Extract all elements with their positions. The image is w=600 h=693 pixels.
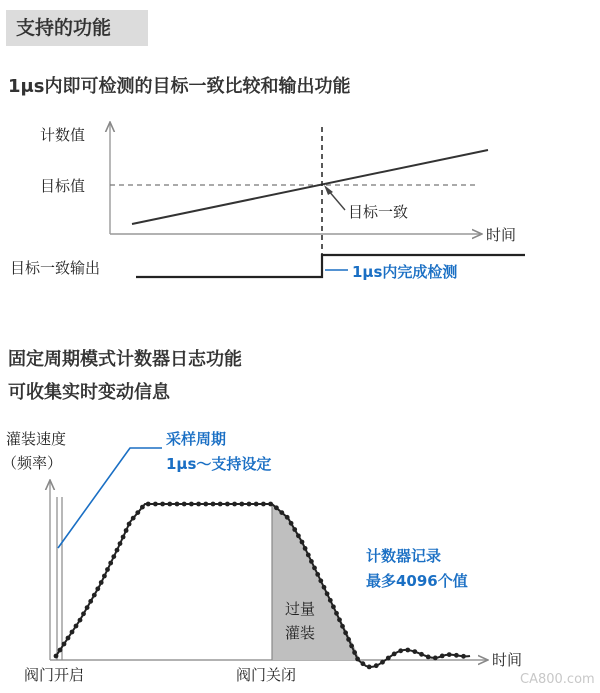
sample-dot	[92, 593, 97, 598]
sample-dot	[337, 617, 342, 622]
sample-dot	[95, 586, 100, 591]
sample-dot	[102, 574, 107, 579]
sample-dot	[346, 637, 351, 642]
sample-dot	[211, 502, 216, 507]
sample-dot	[66, 636, 71, 641]
sample-dot	[325, 591, 330, 596]
sample-dot	[121, 535, 126, 540]
valve-close-label: 阀门关闭	[236, 666, 297, 684]
sample-dot	[352, 650, 357, 655]
sample-dot	[405, 648, 410, 653]
sample-dot	[355, 657, 360, 662]
counter-record-line2: 最多4096个值	[366, 572, 468, 590]
sample-dot	[303, 546, 308, 551]
sample-dot	[398, 648, 403, 653]
sample-dot	[322, 585, 327, 590]
sample-dot	[135, 510, 140, 515]
sample-dot	[328, 598, 333, 603]
sample-dot	[85, 605, 90, 610]
target-value-label: 目标值	[40, 177, 86, 195]
section2-title-line2: 可收集实时变动信息	[8, 382, 170, 403]
sample-dot	[440, 654, 445, 659]
sample-dot	[309, 559, 314, 564]
sample-dot	[292, 527, 297, 532]
sample-dot	[386, 656, 391, 661]
s2-x-axis-label: 时间	[492, 651, 523, 669]
sample-dot	[203, 502, 208, 507]
sample-dot	[412, 649, 417, 654]
sample-dot	[167, 502, 172, 507]
sample-dot	[196, 502, 201, 507]
sample-dot	[54, 654, 59, 659]
sample-dot	[296, 533, 301, 538]
match-annotation: 目标一致	[348, 203, 409, 221]
sample-dot	[111, 554, 116, 559]
sample-dot	[232, 502, 237, 507]
valve-open-label: 阀门开启	[24, 666, 85, 684]
sample-dot	[392, 652, 397, 657]
sample-dot	[88, 599, 93, 604]
sample-dot	[361, 661, 366, 666]
sample-dot	[374, 663, 379, 668]
sample-dot	[433, 656, 438, 661]
sample-dot	[318, 578, 323, 583]
sample-dot	[274, 505, 279, 510]
sample-dot	[99, 580, 104, 585]
sample-dot	[331, 604, 336, 609]
sample-dot	[189, 502, 194, 507]
sample-dot	[81, 611, 86, 616]
section-tab: 支持的功能	[6, 10, 148, 46]
s2-y-axis-label-line1: 灌装速度	[6, 430, 67, 448]
sample-dot	[289, 521, 294, 526]
section1-title: 1μs内即可检测的目标一致比较和输出功能	[8, 76, 351, 97]
sample-dot	[380, 660, 385, 665]
sample-dot	[315, 572, 320, 577]
sample-dot	[334, 611, 339, 616]
sample-dot	[454, 653, 459, 658]
sample-dot	[312, 566, 317, 571]
sample-dot	[70, 630, 75, 635]
sample-dot	[153, 502, 158, 507]
sample-dot	[58, 648, 63, 653]
sample-dot	[105, 567, 110, 572]
sample-dot	[285, 515, 290, 520]
overfill-label-line1: 过量	[285, 600, 316, 618]
sample-dot	[108, 561, 113, 566]
sample-dot	[340, 624, 345, 629]
sample-dot	[131, 516, 136, 521]
sample-dot	[367, 665, 372, 670]
match-output-label: 目标一致输出	[10, 259, 101, 277]
s1-y-axis-label: 计数值	[40, 126, 86, 144]
sample-dot	[349, 644, 354, 649]
sample-dot	[118, 541, 123, 546]
sample-dot	[182, 502, 187, 507]
sample-dot	[239, 502, 244, 507]
sample-dot	[124, 528, 129, 533]
sampling-label-line1: 采样周期	[166, 430, 227, 448]
sample-dot	[140, 505, 145, 510]
counter-record-line1: 计数器记录	[366, 547, 442, 565]
sample-dot	[261, 502, 266, 507]
sample-dot	[62, 642, 67, 647]
sample-dot	[461, 654, 466, 659]
detect-callout: 1μs内完成检测	[352, 263, 458, 281]
sample-dot	[247, 502, 252, 507]
sample-dot	[426, 655, 431, 660]
sample-dot	[218, 502, 223, 507]
output-signal-line	[136, 255, 525, 277]
sample-dot	[146, 502, 151, 507]
sampling-leader	[58, 448, 162, 548]
sample-dot	[78, 618, 83, 623]
watermark: CA800.com	[520, 672, 595, 687]
s2-y-axis-label-line2: （频率）	[2, 454, 63, 472]
sample-dot	[127, 522, 132, 527]
sample-dot	[160, 502, 165, 507]
s1-x-axis-label: 时间	[486, 226, 517, 244]
section2-title-line1: 固定周期模式计数器日志功能	[8, 349, 242, 370]
sample-dot	[279, 510, 284, 515]
count-line	[132, 150, 488, 224]
sample-dot	[343, 630, 348, 635]
sampling-label-line2: 1μs～支持设定	[166, 455, 272, 473]
sample-dot	[306, 553, 311, 558]
sample-dot	[74, 624, 79, 629]
sample-dot	[254, 502, 259, 507]
sample-dot	[300, 540, 305, 545]
sample-dot	[175, 502, 180, 507]
sample-dot	[268, 502, 273, 507]
sample-dot	[447, 652, 452, 657]
sample-dot	[419, 652, 424, 657]
sample-dot	[115, 548, 120, 553]
sample-dot	[225, 502, 230, 507]
overfill-label-line2: 灌装	[285, 624, 316, 642]
